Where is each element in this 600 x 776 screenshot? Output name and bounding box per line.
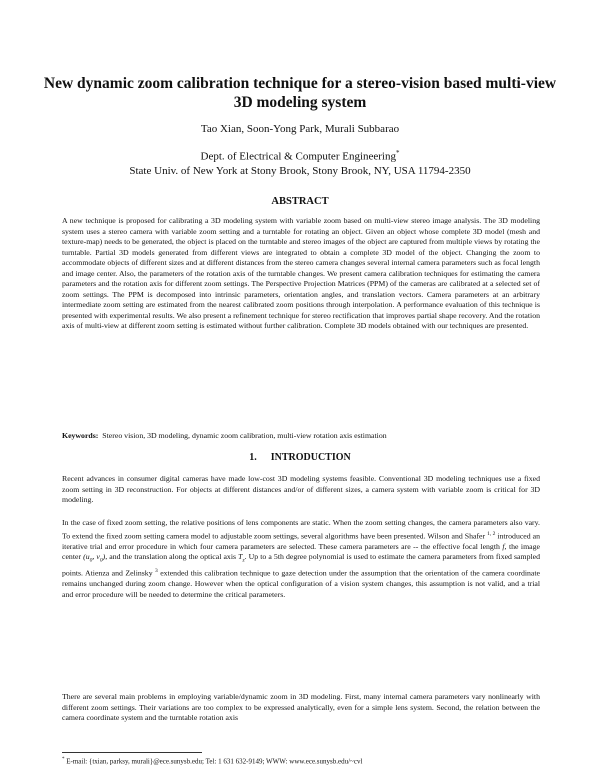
dept-text: Dept. of Electrical & Computer Engineering: [200, 150, 396, 163]
center-sub-u: 0: [89, 557, 93, 564]
intro-paragraph-2: [62, 518, 540, 600]
section-number: 1.: [249, 452, 257, 463]
p2-text-f: extended this calibration technique to gaze detection under the assumption that the orientation of the camera coordinate remains unchanged during zoom change. However when the optical configuration of a vision system changes, this assumption is not valid, and a trial and error procedure will be needed to determine the critical parameters.: [62, 568, 540, 599]
center-sub-v: 0: [99, 557, 103, 564]
keywords-text: Stereo vision, 3D modeling, dynamic zoom calibration, multi-view rotation axis estimation: [102, 431, 387, 440]
intro-paragraph-3: There are several main problems in employing variable/dynamic zoom in 3D modeling. First, many internal camera parameters vary nonlinearly with different zoom settings. Their variations are too complex to be expressed analytically, even for a simple lens system. Second, the relation between the camera coordinate system and the turntable rotation axis: [62, 692, 540, 722]
affiliation-dept: [40, 146, 560, 164]
citation-1-2: 1, 2: [487, 530, 496, 537]
tz-main: T: [238, 552, 243, 562]
keywords: [62, 431, 540, 440]
section-heading-introduction: [40, 452, 560, 463]
center-close: ): [102, 552, 106, 562]
intro-paragraph-1: Recent advances in consumer digital cameras have made low-cost 3D modeling systems feasible. Conventional 3D modeling techniques use a fixed zoom setting in 3D reconstruction. For objects at different distances and/or of different sizes, a camera system with variable zoom is critical for 3D modeling.: [62, 474, 540, 504]
affiliation: [40, 146, 560, 178]
abstract-text: A new technique is proposed for calibrating a 3D modeling system with variable zoom based on multi-view stereo image analysis. The 3D modeling system uses a stereo camera with variable zoom setting and a turntable for rotating an object. Given an object whose complete 3D model (mesh and texture-map) needs to be generated, the object is placed on the turntable and stereo images of the object are captured from multiple views by rotating the turntable. Partial 3D models generated from different views are integrated to obtain a complete 3D model of the object. Changing the zoom to accommodate objects of different sizes and at different distances from the stereo camera changes several internal camera parameters such as focal length and image center. Also, the parameters of the rotation axis of the turntable changes. We present camera calibration techniques for estimating the camera parameters and the rotation axis for different zoom settings. The Perspective Projection Matrices (PPM) of the cameras are calibrated at a selected set of zoom settings. The PPM is decomposed into intrinsic parameters, orientation angles, and translation vectors. Camera parameters at an arbitrary intermediate zoom setting are estimated from the nearest calibrated zoom positions through interpolation. A performance evaluation of this technique is presented with experimental results. We also present a refinement technique for stereo rectification that improves partial shape recovery. And the rotation axis of multi-view at different zoom setting is estimated without further calibration. Complete 3D models obtained with our techniques are presented.: [62, 216, 540, 330]
p2-text-a: In the case of fixed zoom setting, the relative positions of lens components are static. When the zoom setting changes, the camera parameters also vary. To extend the fixed zoom setting camera model to adjustable zoom settings, several algorithms have been presented. Wilson and Shafer: [62, 518, 540, 541]
section-title: INTRODUCTION: [270, 452, 351, 463]
p2-text-e: . Up to a 5th degree polynomial is used to estimate the camera parameters from fixed sampled points. Atienza and Zelinsky: [62, 552, 541, 578]
footnote-marker: *: [62, 757, 65, 762]
p2-text-d: , and the translation along the optical axis: [105, 552, 239, 562]
dept-footnote-marker: *: [396, 149, 400, 157]
abstract-heading: ABSTRACT: [271, 196, 329, 207]
affiliation-univ: State Univ. of New York at Stony Brook, Stony Brook, NY, USA 11794-2350: [129, 164, 471, 177]
center-mid: , v: [92, 552, 100, 562]
center-open: (u: [83, 552, 90, 562]
paper-title: New dynamic zoom calibration technique for a stereo-vision based multi-view 3D modeling system: [43, 75, 557, 111]
p2-text-b: introduced an iterative trial and error procedure in which four camera parameters are selected. These camera parameters are -- the effective focal length: [62, 531, 541, 551]
citation-3: 3: [155, 568, 158, 575]
footnote-rule: [62, 752, 202, 753]
footnote: [62, 757, 362, 765]
footnote-text: E-mail: {txian, parksy, murali}@ece.sunysb.edu; Tel: 1 631 632-9149; WWW: www.ece.sunysb.edu/~cvl: [66, 757, 363, 766]
author-list: Tao Xian, Soon-Yong Park, Murali Subbarao: [200, 123, 400, 135]
p2-text-c: , the image center: [62, 541, 540, 562]
symbol-f: f: [502, 541, 505, 551]
tz-sub: z: [242, 557, 245, 564]
symbol-image-center: [83, 552, 106, 564]
keywords-label: Keywords:: [62, 431, 99, 440]
